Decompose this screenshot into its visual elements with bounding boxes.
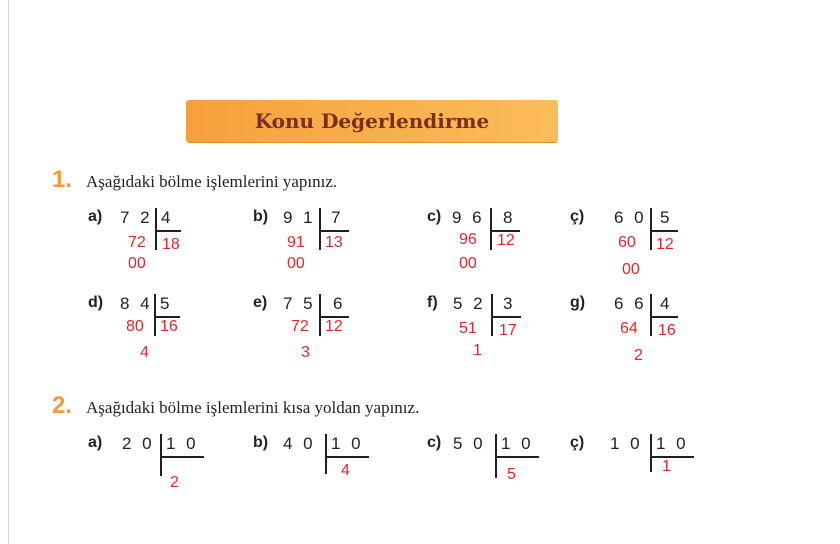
dividend: 8 4 xyxy=(120,294,153,313)
remainder: 3 xyxy=(301,344,310,361)
quotient: 4 xyxy=(341,462,350,479)
page-edge xyxy=(8,0,9,544)
division-vertical-line xyxy=(319,208,321,250)
quotient: 17 xyxy=(499,322,517,339)
division-horizontal-line xyxy=(491,316,521,318)
question-1-text: Aşağıdaki bölme işlemlerini yapınız. xyxy=(86,172,338,191)
quotient: 12 xyxy=(497,232,515,249)
question-2-text: Aşağıdaki bölme işlemlerini kısa yoldan yapınız. xyxy=(86,398,420,417)
product: 72 xyxy=(291,318,309,335)
dividend: 7 2 xyxy=(120,208,153,227)
problem-label: e) xyxy=(253,294,268,311)
division-vertical-line xyxy=(160,434,162,476)
product: 91 xyxy=(287,234,305,251)
quotient: 16 xyxy=(160,318,178,335)
division-vertical-line xyxy=(319,294,321,336)
remainder: 1 xyxy=(473,342,482,359)
divisor: 7 xyxy=(331,208,344,227)
remainder: 4 xyxy=(140,344,149,361)
remainder: 00 xyxy=(128,255,146,272)
division-horizontal-line xyxy=(650,456,694,458)
quotient: 12 xyxy=(656,236,674,253)
problem-label: b) xyxy=(253,208,269,225)
quotient: 16 xyxy=(658,322,676,339)
divisor: 1 0 xyxy=(501,434,534,453)
product: 60 xyxy=(618,234,636,251)
divisor: 6 xyxy=(333,294,346,313)
problem-label: ç) xyxy=(570,434,585,451)
problem-label: b) xyxy=(253,434,269,451)
dividend: 7 5 xyxy=(283,294,316,313)
problem-label: c) xyxy=(427,434,442,451)
divisor: 4 xyxy=(161,208,174,227)
division-vertical-line xyxy=(155,208,157,250)
dividend: 9 6 xyxy=(452,208,485,227)
quotient: 1 xyxy=(662,458,671,475)
problem-label: d) xyxy=(88,294,104,311)
remainder: 00 xyxy=(459,255,477,272)
division-horizontal-line xyxy=(650,316,678,318)
remainder: 00 xyxy=(622,261,640,278)
dividend: 9 1 xyxy=(283,208,316,227)
problem-label: f) xyxy=(427,294,438,311)
quotient: 12 xyxy=(325,318,343,335)
product: 64 xyxy=(620,320,638,337)
problem-label: a) xyxy=(88,434,103,451)
product: 80 xyxy=(126,318,144,335)
division-horizontal-line xyxy=(319,230,349,232)
section-banner xyxy=(186,100,558,142)
division-vertical-line xyxy=(325,434,327,474)
quotient: 13 xyxy=(325,234,343,251)
dividend: 4 0 xyxy=(283,434,316,453)
product: 72 xyxy=(128,234,146,251)
division-vertical-line xyxy=(650,294,652,336)
quotient: 18 xyxy=(162,236,180,253)
division-horizontal-line xyxy=(495,456,539,458)
division-horizontal-line xyxy=(160,456,204,458)
division-vertical-line xyxy=(491,294,493,336)
dividend: 5 0 xyxy=(453,434,486,453)
divisor: 1 0 xyxy=(656,434,689,453)
divisor: 5 xyxy=(660,208,673,227)
divisor: 3 xyxy=(503,294,516,313)
dividend: 6 6 xyxy=(614,294,647,313)
quotient: 5 xyxy=(507,466,516,483)
dividend: 1 0 xyxy=(610,434,643,453)
dividend: 2 0 xyxy=(122,434,155,453)
problem-label: ç) xyxy=(570,208,585,225)
division-horizontal-line xyxy=(155,230,181,232)
question-2-number: 2. xyxy=(52,392,73,419)
division-horizontal-line xyxy=(325,456,369,458)
divisor: 4 xyxy=(660,294,673,313)
division-vertical-line xyxy=(650,208,652,250)
divisor: 5 xyxy=(160,294,173,313)
divisor: 1 0 xyxy=(331,434,364,453)
divisor: 1 0 xyxy=(166,434,199,453)
product: 51 xyxy=(459,320,477,337)
dividend: 6 0 xyxy=(614,208,647,227)
division-vertical-line xyxy=(490,208,492,250)
division-horizontal-line xyxy=(650,230,678,232)
page-title: Konu Değerlendirme xyxy=(254,109,490,133)
dividend: 5 2 xyxy=(453,294,486,313)
problem-label: c) xyxy=(427,208,442,225)
quotient: 2 xyxy=(170,474,179,491)
problem-label: a) xyxy=(88,208,103,225)
question-1-number: 1. xyxy=(52,166,73,193)
divisor: 8 xyxy=(503,208,516,227)
remainder: 2 xyxy=(634,347,643,364)
problem-label: g) xyxy=(570,294,586,311)
division-vertical-line xyxy=(650,434,652,472)
remainder: 00 xyxy=(287,255,305,272)
product: 96 xyxy=(459,231,477,248)
division-vertical-line xyxy=(154,294,156,336)
